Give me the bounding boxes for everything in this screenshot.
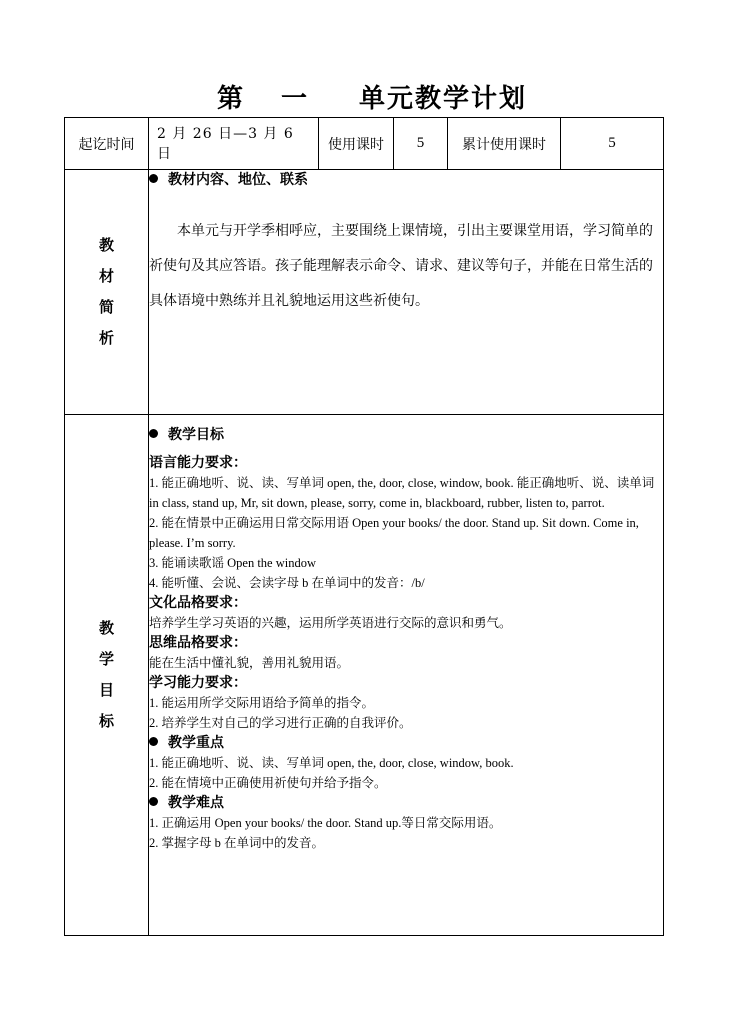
- thinking-title: 思维品格要求：: [149, 635, 247, 651]
- cumulative-value: 5: [561, 118, 664, 170]
- learning-item: 1. 能运用所学交际用语给予简单的指令。: [149, 696, 375, 710]
- key-heading-text: 教学重点: [168, 735, 224, 751]
- date-range-line-1: 2 月 26 日—3 月 6: [157, 125, 294, 142]
- title-part-1: 第: [216, 84, 245, 114]
- bullet-icon: [149, 797, 158, 806]
- language-item: 3. 能诵读歌谣 Open the window: [149, 556, 316, 570]
- key-item: 2. 能在情境中正确使用祈使句并给予指令。: [149, 776, 387, 790]
- date-range-line-2: 日: [157, 145, 172, 162]
- language-item: 1. 能正确地听、说、读、写单词 open, the, door, close, window, book. 能正确地听、说、读单词 in class, stand up, Mr, sit down, please, sorry, come in, blackboard, rubber, listen to, parrot.: [149, 476, 655, 510]
- learning-item: 2. 培养学生对自己的学习进行正确的自我评价。: [149, 716, 412, 730]
- difficult-item: 1. 正确运用 Open your books/ the door. Stand up.等日常交际用语。: [149, 816, 502, 830]
- objectives-side-label: [65, 415, 149, 936]
- difficult-item: 2. 掌握字母 b 在单词中的发音。: [149, 836, 325, 850]
- title-part-2: 一: [280, 84, 309, 114]
- objectives-heading: [149, 425, 663, 445]
- analysis-content: [149, 170, 664, 415]
- analysis-heading-text: 教材内容、地位、联系: [168, 172, 308, 188]
- page-title: [0, 78, 744, 115]
- side-char: 标: [98, 712, 114, 730]
- thinking-text: 能在生活中懂礼貌，善用礼貌用语。: [149, 656, 350, 670]
- key-heading: [149, 733, 663, 753]
- objectives-row: [65, 415, 664, 936]
- side-char: 学: [98, 650, 114, 668]
- analysis-heading: [149, 170, 663, 190]
- periods-label-text: 使用课时: [319, 118, 394, 169]
- side-char: 材: [98, 267, 114, 285]
- side-char: 教: [98, 236, 114, 254]
- key-item: 1. 能正确地听、说、读、写单词 open, the, door, close, window, book.: [149, 756, 514, 770]
- periods-value: 5: [416, 135, 425, 151]
- analysis-paragraph: 本单元与开学季相呼应，主要围绕上课情境，引出主要课堂用语，学习简单的祈使句及其应答语。孩子能理解表示命令、请求、建议等句子，并能在日常生活的具体语境中熟练并且礼貌地运用这些祈使句。: [149, 223, 653, 309]
- periods-label: [319, 118, 448, 170]
- culture-title: 文化品格要求：: [149, 595, 247, 611]
- language-item: 2. 能在情景中正确运用日常交际用语 Open your books/ the door. Stand up. Sit down. Come in, please. I’m sorry.: [149, 516, 639, 550]
- side-char: 析: [98, 329, 114, 347]
- unit-plan-table: [64, 117, 664, 936]
- objectives-content: [149, 415, 664, 936]
- bullet-icon: [149, 429, 158, 438]
- difficult-heading: [149, 793, 663, 813]
- language-title: 语言能力要求：: [149, 455, 247, 471]
- learning-title: 学习能力要求：: [149, 675, 247, 691]
- bullet-icon: [149, 174, 158, 183]
- header-row: [65, 118, 664, 170]
- side-char: 目: [98, 681, 114, 699]
- side-char: 教: [98, 619, 114, 637]
- title-part-3: 单元教学计划: [359, 84, 528, 114]
- date-range: [149, 118, 319, 170]
- cumulative-label: 累计使用课时: [448, 118, 561, 170]
- analysis-row: [65, 170, 664, 415]
- analysis-side-label: [65, 170, 149, 415]
- language-item: 4. 能听懂、会说、会读字母 b 在单词中的发音：/b/: [149, 576, 425, 590]
- side-char: 简: [98, 298, 114, 316]
- start-end-label: 起讫时间: [65, 118, 149, 170]
- bullet-icon: [149, 737, 158, 746]
- objectives-heading-text: 教学目标: [168, 427, 224, 443]
- difficult-heading-text: 教学难点: [168, 795, 224, 811]
- culture-text: 培养学生学习英语的兴趣，运用所学英语进行交际的意识和勇气。: [149, 616, 512, 630]
